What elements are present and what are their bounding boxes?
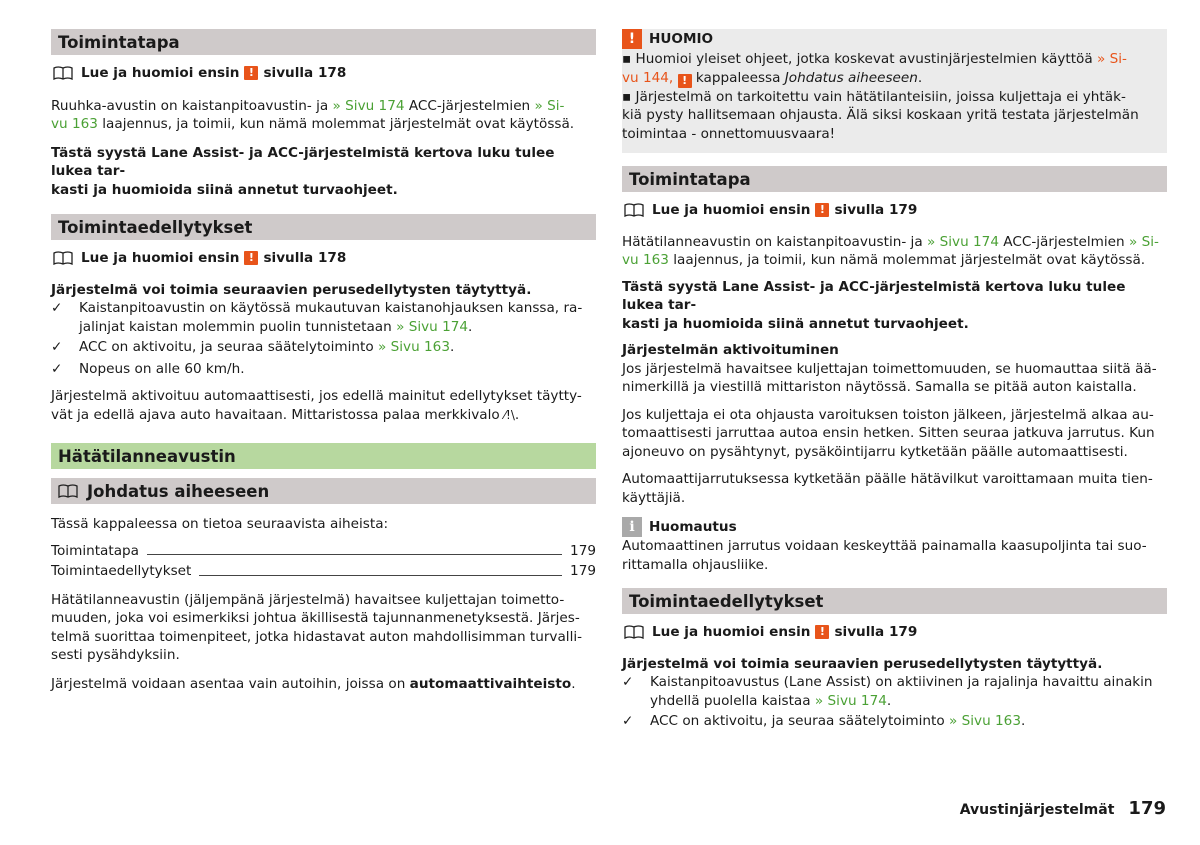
read-first-reference: [53, 249, 596, 268]
reference-page[interactable]: sivulla 178: [263, 65, 347, 81]
list-item: ✓ ACC on aktivoitu, ja seuraa säätelytoiminto » Sivu 163.: [622, 713, 1026, 729]
left-column: [51, 29, 596, 693]
paragraph: Järjestelmä aktivoituu automaattisesti, jos edellä mainitut edellytykset täytty- vät ja edellä ajava auto havaitaan. Mittaristossa palaa merkkivalo ⁄!\.: [51, 388, 582, 423]
warning-icon: !: [678, 74, 692, 88]
page-link[interactable]: » Si-: [534, 97, 565, 114]
warning-title: HUOMIO: [649, 30, 714, 47]
read-first-reference: [624, 623, 1167, 642]
reference-label: Lue ja huomioi ensin: [652, 202, 811, 218]
chapter-name: Avustinjärjestelmät: [959, 802, 1115, 818]
paragraph: Hätätilanneavustin (jäljempänä järjestelmä) havaitsee kuljettajan toimetto- muuden, joka voi esimerkiksi johtua äkillisestä tajunnanmenetyksestä. Järjes- telmä suorittaa toimenpiteet, jotka hidastavat auton mahdollisimman turvalli- sesti pysähdyksiin.: [51, 591, 583, 663]
check-icon: ✓: [51, 360, 63, 377]
warning-icon: !: [244, 251, 258, 265]
book-icon: [58, 484, 78, 498]
reference-label: Lue ja huomioi ensin: [81, 250, 240, 266]
page-link[interactable]: » Sivu 163: [378, 339, 450, 355]
note-title: Huomautus: [649, 518, 737, 535]
paragraph: Jos kuljettaja ei ota ohjausta varoituksen toiston jälkeen, järjestelmä alkaa au- tomaattisesti jarruttaa autoa ensin hetken. Sitten seuraa jatkuva jarrutus. Kun ajoneuvo on pysähtynyt, pysäköintijarru kytketään päälle automaattisesti.: [622, 406, 1155, 460]
book-icon: [53, 251, 73, 265]
note-text: Automaattinen jarrutus voidaan keskeyttää painamalla kaasupoljinta tai suo- rittamalla ohjausliike.: [622, 538, 1147, 573]
subsection-title: Johdatus aiheeseen: [51, 478, 596, 504]
info-icon: i: [622, 517, 642, 537]
page-link[interactable]: » Sivu 174: [927, 233, 999, 250]
page-link[interactable]: » Sivu 174: [814, 692, 887, 709]
list-item: ✓ Nopeus on alle 60 km/h.: [51, 360, 245, 377]
paragraph: Tässä kappaleessa on tietoa seuraavista aiheista:: [51, 516, 389, 532]
section-title: Toimintatapa: [622, 166, 1167, 192]
page-link[interactable]: » Sivu 174: [332, 97, 405, 114]
page-footer: [960, 800, 1166, 820]
safety-paragraph: Tästä syystä Lane Assist- ja ACC-järjestelmistä kertova luku tulee lukea tar- kasti ja huomioida siinä annetut turvaohjeet.: [51, 144, 555, 198]
page-link[interactable]: vu 163: [51, 116, 98, 132]
read-first-reference: [624, 201, 1167, 220]
reference-page[interactable]: sivulla 179: [834, 624, 918, 640]
check-icon: ✓: [622, 713, 634, 729]
paragraph: Järjestelmä voidaan asentaa vain autoihin, joissa on automaattivaihteisto.: [51, 675, 576, 692]
page-link[interactable]: vu 144,: [622, 69, 674, 86]
subheading: Järjestelmän aktivoituminen: [622, 342, 839, 358]
book-icon: [624, 625, 644, 639]
section-title: Toimintaedellytykset: [51, 214, 596, 240]
page-link[interactable]: » Sivu 174: [396, 318, 469, 335]
warning-icon: !: [815, 625, 829, 639]
safety-paragraph: Tästä syystä Lane Assist- ja ACC-järjestelmistä kertova luku tulee lukea tar- kasti ja huomioida siinä annetut turvaohjeet.: [622, 278, 1126, 332]
warning-text: ▪ Huomioi yleiset ohjeet, jotka koskevat avustinjärjestelmien käyttöä » Si- vu 144, ! kappaleessa Johdatus aiheeseen. ▪ Järjestelmä on tarkoitettu vain hätätilanteisiin, joissa kuljettaja ei yhtäk- kiä pysty hallitsemaan ohjausta. Älä siksi koskaan yritä testata järjestelmän toimintaa - onnettomuusvaara!: [622, 51, 1139, 142]
list-item: ✓ Kaistanpitoavustin on käytössä mukautuvan kaistanohjauksen kanssa, ra- jalinjat kaistan molemmin puolin tunnistetaan » Sivu 174.: [51, 300, 583, 335]
paragraph: Hätätilanneavustin on kaistanpitoavustin- ja » Sivu 174 ACC-järjestelmien » Si- vu 163 laajennus, ja toimii, kun nämä molemmat järjestelmät ovat käytössä.: [622, 233, 1159, 268]
list-item: ✓ ACC on aktivoitu, ja seuraa säätelytoiminto » Sivu 163.: [51, 339, 455, 355]
check-icon: ✓: [51, 300, 63, 316]
reference-page[interactable]: sivulla 179: [834, 202, 918, 218]
list-item: ✓ Kaistanpitoavustus (Lane Assist) on aktiivinen ja rajalinja havaittu ainakin yhdellä puolella kaistaa » Sivu 174.: [622, 674, 1153, 709]
paragraph: Automaattijarrutuksessa kytketään päälle hätävilkut varoittamaan muita tien- käyttäjiä.: [622, 471, 1153, 506]
paragraph: Jos järjestelmä havaitsee kuljettajan toimettomuuden, se huomauttaa siitä ää- nimerkillä ja viestillä mittariston näytössä. Samalla se pitää auton kaistalla.: [622, 360, 1157, 395]
indicator-symbol: ⁄!\: [504, 407, 515, 422]
section-title: Toimintaedellytykset: [622, 588, 1167, 614]
section-title: Toimintatapa: [51, 29, 596, 55]
warning-header: [622, 29, 1161, 49]
warning-icon: !: [622, 29, 642, 49]
table-of-contents: [51, 542, 596, 581]
conditions-intro: Järjestelmä voi toimia seuraavien perusedellytysten täytyttyä.: [51, 281, 532, 298]
warning-box: [622, 29, 1167, 153]
reference-label: Lue ja huomioi ensin: [652, 624, 811, 640]
page-link[interactable]: » Sivu 163: [949, 713, 1021, 729]
toc-entry[interactable]: Toimintatapa 179: [51, 542, 596, 559]
right-column: [622, 29, 1167, 731]
chapter-title: Hätätilanneavustin: [51, 443, 596, 469]
note-header: [622, 517, 1167, 537]
check-icon: ✓: [51, 339, 63, 355]
page-link[interactable]: » Si-: [1097, 51, 1127, 67]
warning-icon: !: [815, 203, 829, 217]
warning-icon: !: [244, 66, 258, 80]
page-link[interactable]: » Si-: [1128, 233, 1159, 250]
conditions-intro: Järjestelmä voi toimia seuraavien perusedellytysten täytyttyä.: [622, 655, 1103, 672]
book-icon: [624, 203, 644, 217]
book-icon: [53, 66, 73, 80]
read-first-reference: [53, 64, 596, 83]
reference-label: Lue ja huomioi ensin: [81, 65, 240, 81]
paragraph: Ruuhka-avustin on kaistanpitoavustin- ja » Sivu 174 ACC-järjestelmien » Si- vu 163 laajennus, ja toimii, kun nämä molemmat järjestelmät ovat käytössä.: [51, 97, 575, 132]
toc-entry[interactable]: Toimintaedellytykset 179: [51, 563, 596, 579]
check-icon: ✓: [622, 674, 634, 690]
page-link[interactable]: vu 163: [622, 252, 669, 268]
page-number: 179: [1128, 798, 1166, 819]
reference-page[interactable]: sivulla 178: [263, 250, 347, 266]
